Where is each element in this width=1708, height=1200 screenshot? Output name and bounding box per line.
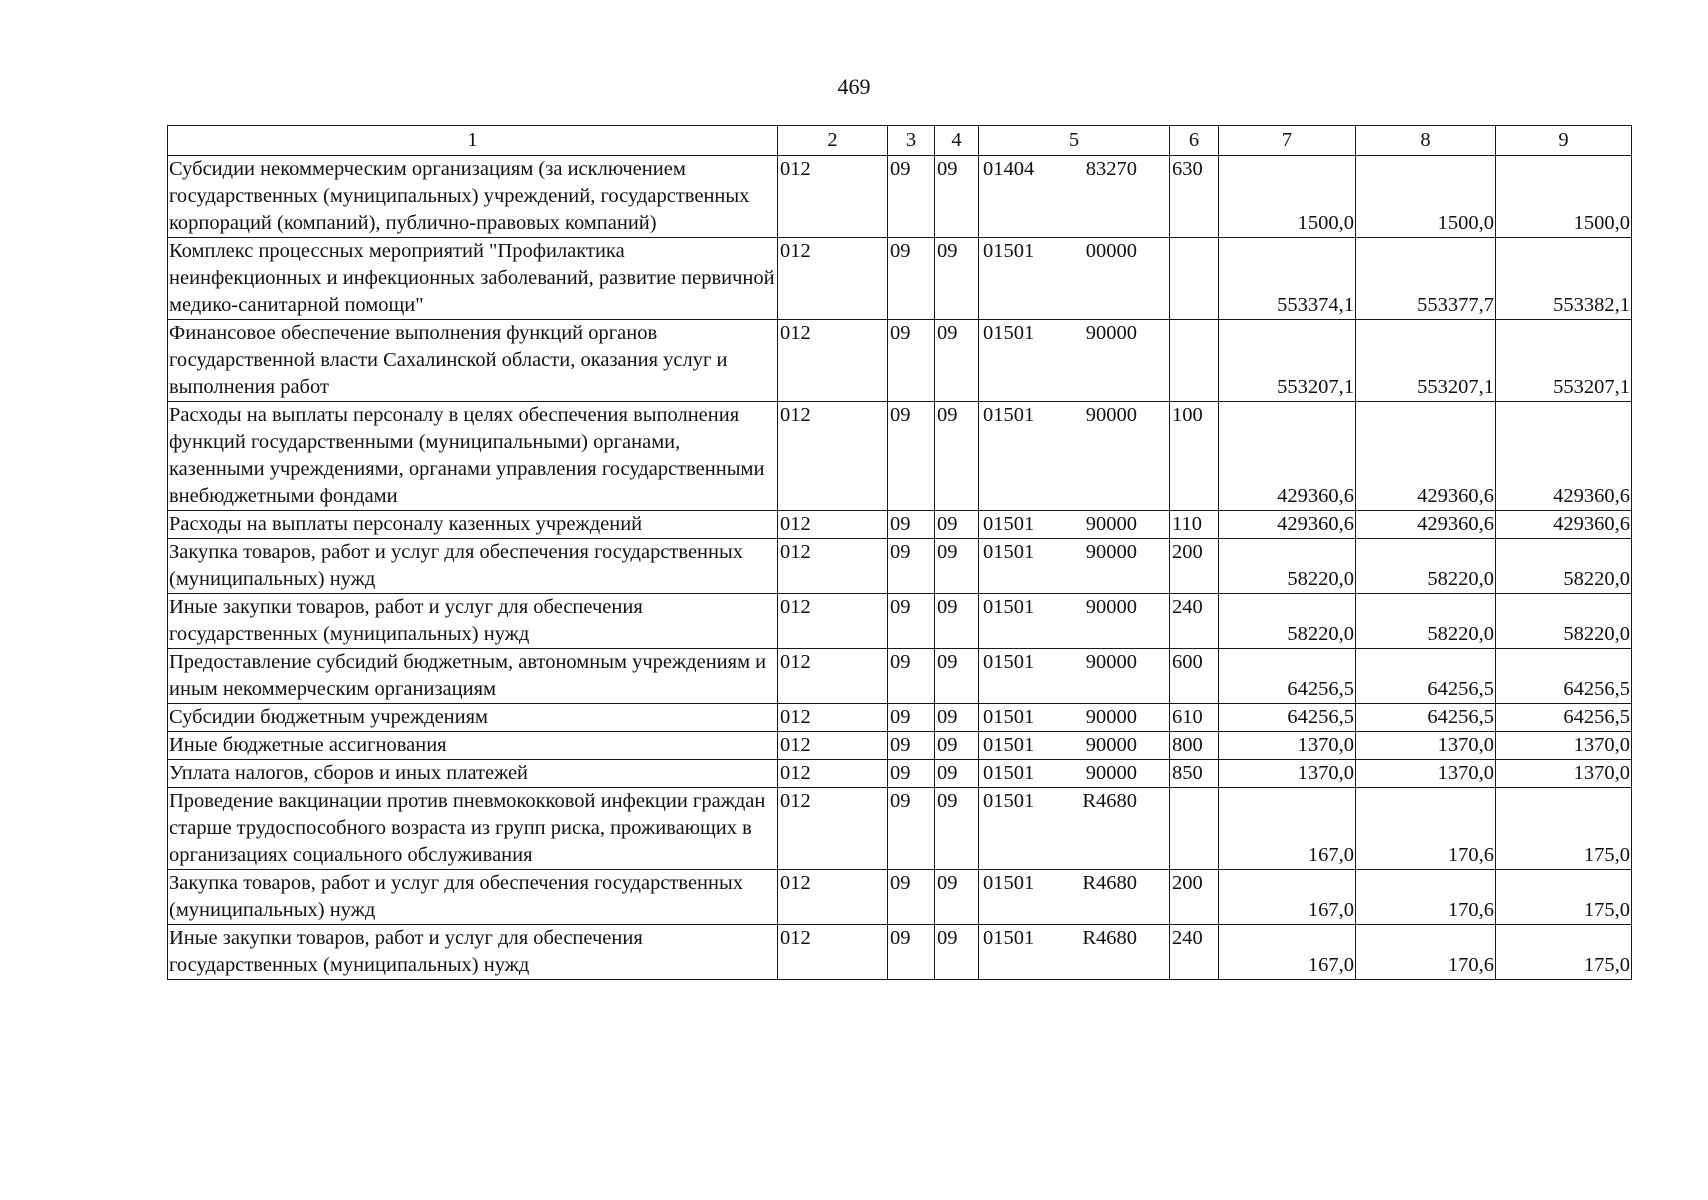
subsection-code: 09 [935,238,979,320]
section-code: 09 [888,402,935,511]
amount-col-7: 58220,0 [1219,594,1356,649]
direction-code: R4680 [1082,927,1137,949]
ministry-code: 012 [778,649,888,704]
expense-type-code: 850 [1170,760,1219,788]
table-row [168,649,1632,704]
header-cell: 6 [1170,126,1219,156]
ministry-code: 012 [778,870,888,925]
expense-name: Расходы на выплаты персоналу в целях обеспечения выполнения функций государственными (муниципальными) органами, казенными учреждениями, органами управления государственными внебюджетными фондами [168,402,778,511]
target-article-code [979,511,1170,539]
direction-code: 90000 [1085,706,1137,728]
ministry-code: 012 [778,594,888,649]
budget-table [167,125,1632,980]
table-body [168,156,1632,980]
amount-col-7: 429360,6 [1219,402,1356,511]
section-code: 09 [888,788,935,870]
target-article-code [979,704,1170,732]
direction-code: 90000 [1085,513,1137,535]
expense-name: Предоставление субсидий бюджетным, автономным учреждениям и иным некоммерческим организациям [168,649,778,704]
amount-col-7: 553374,1 [1219,238,1356,320]
amount-col-7: 64256,5 [1219,704,1356,732]
ministry-code: 012 [778,511,888,539]
target-article-parts [983,594,1165,621]
ministry-code: 012 [778,238,888,320]
expense-name: Закупка товаров, работ и услуг для обеспечения государственных (муниципальных) нужд [168,870,778,925]
amount-col-9: 58220,0 [1496,539,1632,594]
table-row [168,870,1632,925]
ministry-code: 012 [778,732,888,760]
amount-col-7: 58220,0 [1219,539,1356,594]
section-code: 09 [888,704,935,732]
amount-col-9: 553207,1 [1496,320,1632,402]
expense-name: Финансовое обеспечение выполнения функций органов государственной власти Сахалинской области, оказания услуг и выполнения работ [168,320,778,402]
table-row [168,238,1632,320]
amount-col-8: 64256,5 [1356,704,1496,732]
amount-col-8: 1370,0 [1356,732,1496,760]
table-row [168,511,1632,539]
amount-col-8: 170,6 [1356,870,1496,925]
amount-col-7: 553207,1 [1219,320,1356,402]
direction-code: 00000 [1085,240,1137,262]
section-code: 09 [888,156,935,238]
target-article-code [979,238,1170,320]
section-code: 09 [888,320,935,402]
target-article-code [979,760,1170,788]
target-article-parts [983,732,1165,759]
table-row [168,320,1632,402]
direction-code: 90000 [1085,734,1137,756]
expense-name: Проведение вакцинации против пневмококковой инфекции граждан старше трудоспособного возраста из групп риска, проживающих в организациях социального обслуживания [168,788,778,870]
amount-col-7: 1500,0 [1219,156,1356,238]
expense-name: Субсидии бюджетным учреждениям [168,704,778,732]
subsection-code: 09 [935,594,979,649]
direction-code: 90000 [1085,762,1137,784]
program-code: 01501 [983,734,1035,756]
table-row [168,760,1632,788]
subsection-code: 09 [935,539,979,594]
program-code: 01501 [983,927,1035,949]
amount-col-8: 170,6 [1356,925,1496,980]
subsection-code: 09 [935,649,979,704]
target-article-parts [983,870,1165,897]
target-article-code [979,732,1170,760]
amount-col-7: 167,0 [1219,870,1356,925]
page-number: 469 [837,74,871,99]
ministry-code: 012 [778,402,888,511]
expense-type-code: 110 [1170,511,1219,539]
header-cell: 5 [979,126,1170,156]
amount-col-8: 429360,6 [1356,511,1496,539]
expense-name: Расходы на выплаты персоналу казенных учреждений [168,511,778,539]
amount-col-9: 553382,1 [1496,238,1632,320]
amount-col-7: 64256,5 [1219,649,1356,704]
ministry-code: 012 [778,539,888,594]
expense-name: Субсидии некоммерческим организациям (за исключением государственных (муниципальных) учреждений, государственных корпораций (компаний), публично-правовых компаний) [168,156,778,238]
table-row [168,539,1632,594]
expense-name: Иные закупки товаров, работ и услуг для обеспечения государственных (муниципальных) нужд [168,594,778,649]
header-cell: 7 [1219,126,1356,156]
subsection-code: 09 [935,925,979,980]
amount-col-8: 553207,1 [1356,320,1496,402]
amount-col-9: 175,0 [1496,870,1632,925]
subsection-code: 09 [935,156,979,238]
expense-type-code: 610 [1170,704,1219,732]
amount-col-9: 429360,6 [1496,511,1632,539]
expense-type-code: 200 [1170,870,1219,925]
expense-name: Закупка товаров, работ и услуг для обеспечения государственных (муниципальных) нужд [168,539,778,594]
ministry-code: 012 [778,156,888,238]
header-cell: 9 [1496,126,1632,156]
expense-name: Иные закупки товаров, работ и услуг для обеспечения государственных (муниципальных) нужд [168,925,778,980]
expense-type-code: 630 [1170,156,1219,238]
ministry-code: 012 [778,788,888,870]
header-cell: 2 [778,126,888,156]
amount-col-9: 64256,5 [1496,704,1632,732]
amount-col-8: 170,6 [1356,788,1496,870]
subsection-code: 09 [935,511,979,539]
ministry-code: 012 [778,320,888,402]
program-code: 01501 [983,706,1035,728]
amount-col-9: 175,0 [1496,925,1632,980]
table-header [168,126,1632,156]
amount-col-7: 1370,0 [1219,732,1356,760]
section-code: 09 [888,925,935,980]
target-article-parts [983,539,1165,566]
target-article-parts [983,760,1165,787]
expense-type-code: 800 [1170,732,1219,760]
target-article-code [979,788,1170,870]
program-code: 01501 [983,322,1035,344]
target-article-parts [983,649,1165,676]
expense-type-code [1170,788,1219,870]
subsection-code: 09 [935,402,979,511]
section-code: 09 [888,732,935,760]
expense-type-code: 240 [1170,594,1219,649]
expense-type-code: 200 [1170,539,1219,594]
target-article-code [979,402,1170,511]
target-article-parts [983,925,1165,952]
amount-col-8: 1500,0 [1356,156,1496,238]
expense-type-code: 100 [1170,402,1219,511]
target-article-code [979,870,1170,925]
target-article-code [979,925,1170,980]
amount-col-9: 64256,5 [1496,649,1632,704]
amount-col-9: 1500,0 [1496,156,1632,238]
expense-type-code: 600 [1170,649,1219,704]
target-article-parts [983,320,1165,347]
program-code: 01501 [983,596,1035,618]
header-cell: 8 [1356,126,1496,156]
direction-code: 83270 [1085,158,1137,180]
expense-name: Иные бюджетные ассигнования [168,732,778,760]
header-row [168,126,1632,156]
subsection-code: 09 [935,704,979,732]
section-code: 09 [888,870,935,925]
target-article-parts [983,511,1165,538]
expense-type-code: 240 [1170,925,1219,980]
section-code: 09 [888,594,935,649]
subsection-code: 09 [935,732,979,760]
subsection-code: 09 [935,760,979,788]
target-article-code [979,156,1170,238]
program-code: 01501 [983,790,1035,812]
program-code: 01404 [983,158,1035,180]
program-code: 01501 [983,513,1035,535]
table-row [168,594,1632,649]
target-article-parts [983,402,1165,429]
amount-col-8: 58220,0 [1356,539,1496,594]
target-article-parts [983,156,1165,183]
subsection-code: 09 [935,870,979,925]
subsection-code: 09 [935,788,979,870]
amount-col-7: 429360,6 [1219,511,1356,539]
amount-col-8: 429360,6 [1356,402,1496,511]
header-cell: 3 [888,126,935,156]
table-row [168,788,1632,870]
table-row [168,925,1632,980]
amount-col-8: 1370,0 [1356,760,1496,788]
direction-code: R4680 [1082,790,1137,812]
amount-col-9: 1370,0 [1496,732,1632,760]
section-code: 09 [888,238,935,320]
table-row [168,704,1632,732]
direction-code: 90000 [1085,322,1137,344]
program-code: 01501 [983,651,1035,673]
ministry-code: 012 [778,704,888,732]
program-code: 01501 [983,762,1035,784]
ministry-code: 012 [778,760,888,788]
section-code: 09 [888,539,935,594]
ministry-code: 012 [778,925,888,980]
amount-col-7: 167,0 [1219,925,1356,980]
program-code: 01501 [983,541,1035,563]
target-article-code [979,649,1170,704]
amount-col-8: 58220,0 [1356,594,1496,649]
expense-type-code [1170,320,1219,402]
amount-col-7: 167,0 [1219,788,1356,870]
target-article-code [979,539,1170,594]
subsection-code: 09 [935,320,979,402]
program-code: 01501 [983,404,1035,426]
table-row [168,732,1632,760]
amount-col-7: 1370,0 [1219,760,1356,788]
expense-type-code [1170,238,1219,320]
direction-code: 90000 [1085,541,1137,563]
amount-col-8: 553377,7 [1356,238,1496,320]
amount-col-9: 175,0 [1496,788,1632,870]
header-cell: 1 [168,126,778,156]
amount-col-9: 58220,0 [1496,594,1632,649]
target-article-code [979,594,1170,649]
program-code: 01501 [983,240,1035,262]
direction-code: 90000 [1085,596,1137,618]
amount-col-8: 64256,5 [1356,649,1496,704]
target-article-parts [983,704,1165,731]
expense-name: Комплекс процессных мероприятий "Профилактика неинфекционных и инфекционных заболеваний, развитие первичной медико-санитарной помощи" [168,238,778,320]
direction-code: 90000 [1085,651,1137,673]
amount-col-9: 1370,0 [1496,760,1632,788]
target-article-parts [983,238,1165,265]
direction-code: R4680 [1082,872,1137,894]
expense-name: Уплата налогов, сборов и иных платежей [168,760,778,788]
section-code: 09 [888,511,935,539]
amount-col-9: 429360,6 [1496,402,1632,511]
header-cell: 4 [935,126,979,156]
program-code: 01501 [983,872,1035,894]
section-code: 09 [888,649,935,704]
table-row [168,156,1632,238]
target-article-parts [983,788,1165,815]
target-article-code [979,320,1170,402]
direction-code: 90000 [1085,404,1137,426]
section-code: 09 [888,760,935,788]
table-row [168,402,1632,511]
